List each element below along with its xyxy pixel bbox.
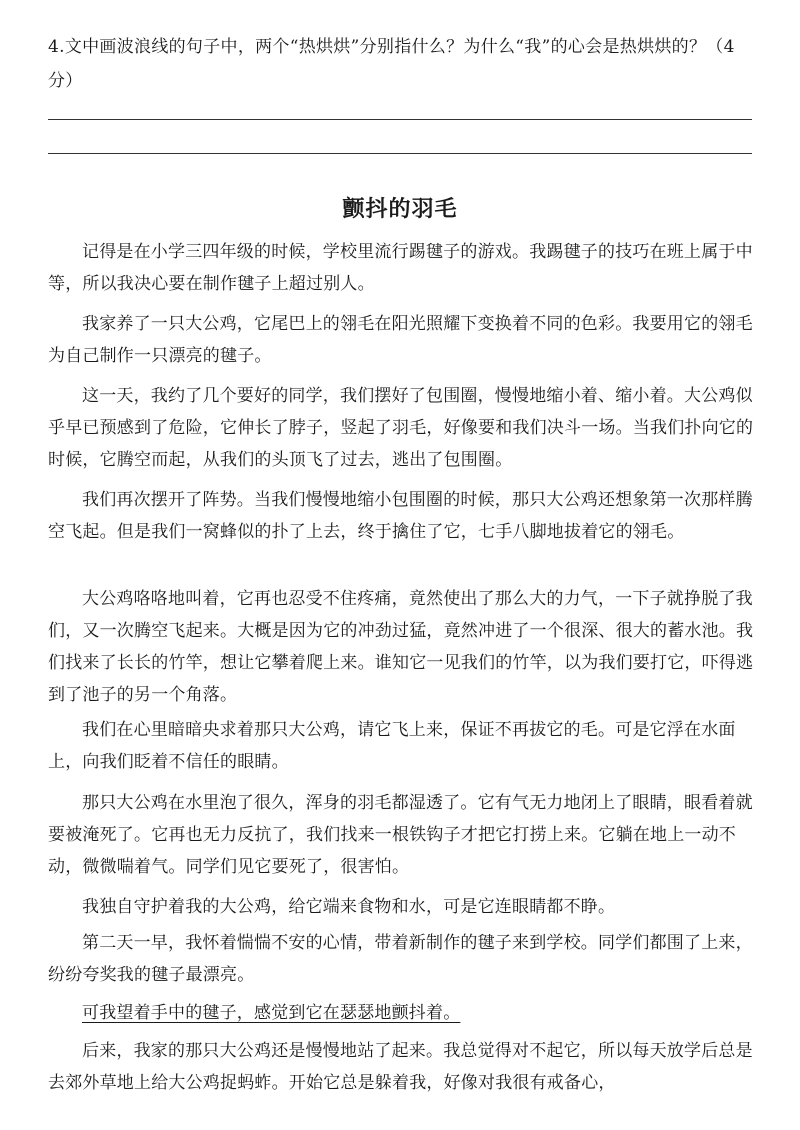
paragraph-2: 我家养了一只大公鸡，它尾巴上的翎毛在阳光照耀下变换着不同的色彩。我要用它的翎毛为自己制作一只漂亮的毽子。	[48, 314, 753, 366]
paragraph-11: 后来，我家的那只大公鸡还是慢慢地站了起来。我总觉得对不起它，所以每天放学后总是去郊外草地上给大公鸡捉蚂蚱。开始它总是躲着我，好像对我很有戒备心，	[48, 1041, 753, 1093]
paragraph-6: 我们在心里暗暗央求着那只大公鸡，请它飞上来，保证不再拔它的毛。可是它浮在水面上，向我们眨着不信任的眼睛。	[48, 720, 736, 772]
paragraph-8: 我独自守护着我的大公鸡，给它端来食物和水，可是它连眼睛都不睁。	[82, 897, 616, 917]
question-4: 4.文中画波浪线的句子中，两个“热烘烘”分别指什么？为什么“我”的心会是热烘烘的？（4分）	[48, 37, 735, 91]
article-title: 颤抖的羽毛	[342, 197, 458, 222]
paragraph-7: 那只大公鸡在水里泡了很久，浑身的羽毛都湿透了。它有气无力地闭上了眼睛，眼看着就要被淹死了。它再也无力反抗了，我们找来一根铁钩子才把它打捞上来。它躺在地上一动不动，微微喘着气。同学们见它要死了，很害怕。	[48, 793, 753, 877]
answer-line-2	[48, 153, 752, 154]
paragraph-9: 第二天一早，我怀着惴惴不安的心情，带着新制作的毽子来到学校。同学们都围了上来，纷纷夸奖我的毽子最漂亮。	[48, 933, 753, 985]
answer-line-1	[48, 119, 752, 120]
underlined-sentence: 可我望着手中的毽子，感觉到它在瑟瑟地颤抖着。	[82, 1003, 461, 1023]
paragraph-10	[48, 997, 758, 1029]
paragraph-3: 这一天，我约了几个要好的同学，我们摆好了包围圈，慢慢地缩小着、缩小着。大公鸡似乎早已预感到了危险，它伸长了脖子，竖起了羽毛，好像要和我们决斗一场。当我们扑向它的时候，它腾空而起，从我们的头顶飞了过去，逃出了包围圈。	[48, 386, 754, 470]
paragraph-5: 大公鸡咯咯地叫着，它再也忍受不住疼痛，竟然使出了那么大的力气，一下子就挣脱了我们，又一次腾空飞起来。大概是因为它的冲劲过猛，竟然冲进了一个很深、很大的蓄水池。我们找来了长长的竹竿，想让它攀着爬上来。谁知它一见我们的竹竿，以为我们要打它，吓得逃到了池子的另一个角落。	[48, 589, 754, 705]
paragraph-1: 记得是在小学三四年级的时候，学校里流行踢毽子的游戏。我踢毽子的技巧在班上属于中等，所以我决心要在制作毽子上超过别人。	[48, 242, 753, 294]
paragraph-4: 我们再次摆开了阵势。当我们慢慢地缩小包围圈的时候，那只大公鸡还想象第一次那样腾空飞起。但是我们一窝蜂似的扑了上去，终于擒住了它，七手八脚地拔着它的翎毛。	[48, 490, 753, 542]
